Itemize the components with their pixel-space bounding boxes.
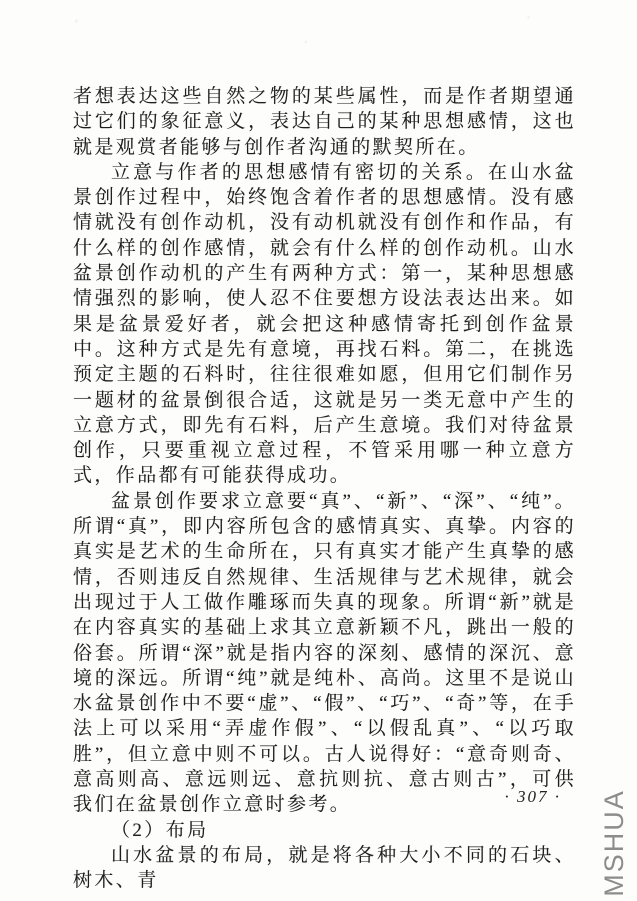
continuation-paragraph: 者想表达这些自然之物的某些属性，而是作者期望通过它们的象征意义，表达自己的某种思想感情，这也就是观赏者能够与创作者沟通的默契所在。 xyxy=(73,86,576,158)
paragraph-buju-opening: 山水盆景的布局，就是将各种大小不同的石块、树木、青 xyxy=(73,844,576,892)
scan-noise-artifact xyxy=(0,0,637,70)
page-number: · 307 · xyxy=(504,787,561,806)
section-heading-buju: （2）布局 xyxy=(111,819,209,841)
paragraph-zhen-xin-shen-chun: 盆景创作要求立意要“真”、“新”、“深”、“纯”。所谓“真”，即内容所包含的感情真实、真挚。内容的真实是艺术的生命所在，只有真实才能产生真挚的感情，否则违反自然规律、生活规律与艺术规律，就会出现过于人工做作雕琢而失真的现象。所谓“新”就是在内容真实的基础上求其立意新颖不凡，跳出一般的俗套。所谓“深”就是指内容的深刻、感情的深沉、意境的深远。所谓“纯”就是纯朴、高尚。这里不是说山水盆景创作中不要“虚”、“假”、“巧”、“奇”等，在手法上可以采用“弄虚作假”、“以假乱真”、“以巧取胜”，但立意中则不可以。古人说得好：“意奇则奇、意高则高、意远则远、意抗则抗、意古则古”，可供我们在盆景创作立意时参考。 xyxy=(73,490,576,816)
paragraph-liyi-motivation: 立意与作者的思想感情有密切的关系。在山水盆景创作过程中，始终饱含着作者的思想感情。没有感情就没有创作动机，没有动机就没有创作和作品，有什么样的创作感情，就会有什么样的创作动机。山水盆景创作动机的产生有两种方式：第一，某种思想感情强烈的影响，使人忍不住要想方设法表达出来。如果是盆景爱好者，就会把这种感情寄托到创作盆景中。这种方式是先有意境，再找石料。第二，在挑选预定主题的石料时，往往很难如愿，但用它们制作另一题材的盆景倒很合适，这就是另一类无意中产生的立意方式，即先有石料，后产生意境。我们对待盆景创作，只要重视立意过程，不管采用哪一种立意方式，作品都有可能获得成功。 xyxy=(73,161,576,487)
mshua-watermark: MSHUA xyxy=(599,789,629,897)
text-block xyxy=(73,84,576,894)
